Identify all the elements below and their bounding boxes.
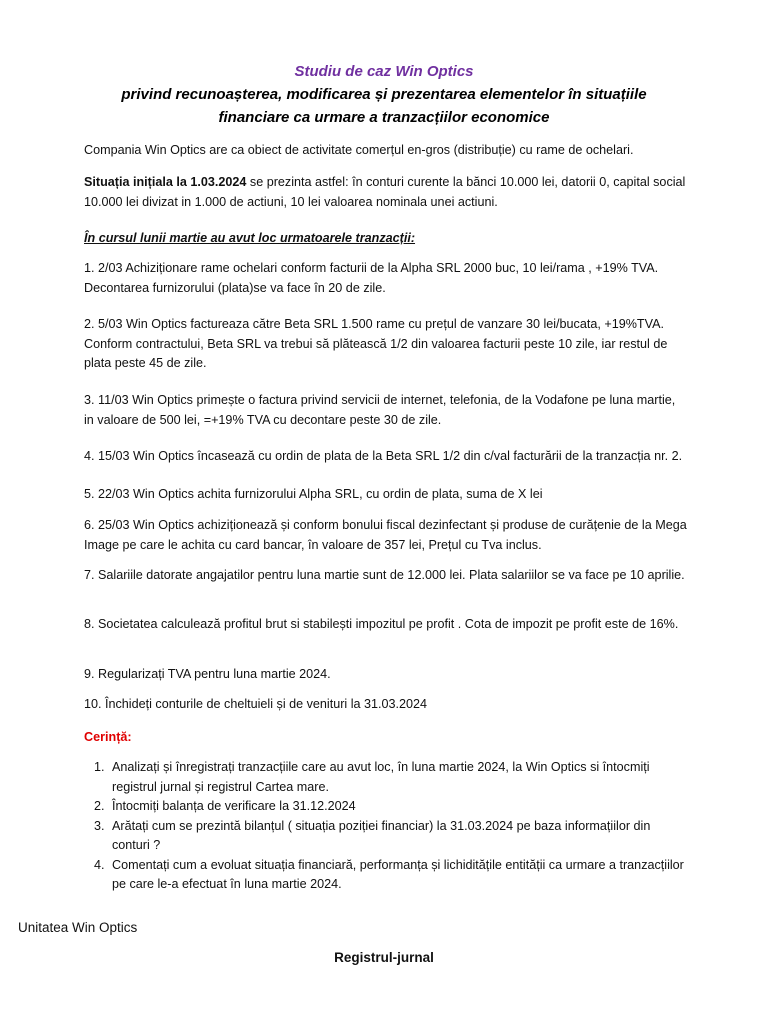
journal-register-heading: Registrul-jurnal: [334, 950, 434, 965]
march-transactions-heading: [84, 229, 688, 249]
requirement-item: 2. Întocmiți balanța de verificare la 31.12.2024: [94, 799, 356, 813]
intro-paragraph: Compania Win Optics are ca obiect de activitate comerțul en-gros (distribuție) cu rame de ochelari.: [84, 143, 634, 157]
requirement-item: 1. Analizați și înregistrați tranzacțiile care au avut loc, în luna martie 2024, la Win Optics si întocmiți registrul jurnal și registrul Cartea mare.: [94, 760, 650, 794]
document-subtitle-line-2: financiare ca urmare a tranzacțiilor economice: [218, 109, 550, 126]
transaction-item: 8. Societatea calculează profitul brut si stabilești impozitul pe profit . Cota de impozit pe profit este de 16%.: [84, 617, 679, 631]
document-subtitle-line-1: privind recunoașterea, modificarea și prezentarea elementelor în situațiile: [121, 86, 647, 103]
transaction-item: 3. 11/03 Win Optics primește o factura privind servicii de internet, telefonia, de la Vodafone pe luna martie, in valoare de 500 lei, =+19% TVA cu decontare peste 30 de zile.: [84, 393, 676, 427]
transaction-item: 4. 15/03 Win Optics încasează cu ordin de plata de la Beta SRL 1/2 din c/val facturării de la tranzacția nr. 2.: [84, 449, 683, 463]
transaction-item: 5. 22/03 Win Optics achita furnizorului Alpha SRL, cu ordin de plata, suma de X lei: [84, 487, 543, 501]
transaction-item: 9. Regularizați TVA pentru luna martie 2024.: [84, 667, 331, 681]
transaction-item: 1. 2/03 Achiziționare rame ochelari conform facturii de la Alpha SRL 2000 buc, 10 lei/rama , +19% TVA. Decontarea furnizorului (plata)se va face în 20 de zile.: [84, 261, 659, 295]
requirements-list: [84, 758, 688, 895]
transaction-item: 10. Închideți conturile de cheltuieli și de venituri la 31.03.2024: [84, 697, 428, 711]
requirement-item: 4. Comentați cum a evoluat situația financiară, performanța și lichiditățile entității ca urmare a tranzacțiilor pe care le-a efectuat în luna martie 2024.: [94, 857, 684, 891]
requirement-item: 3. Arătați cum se prezintă bilanțul ( situația poziției financiar) la 31.03.2024 pe baza informațiilor din conturi ?: [94, 818, 651, 852]
document-title: Studiu de caz Win Optics: [294, 63, 474, 80]
initial-situation-text: se prezinta astfel: în conturi curente la bănci 10.000 lei, datorii 0, capital social 10.000 lei divizat in 1.000 de actiuni, 10 lei valoarea nominala unei actiuni.: [84, 175, 686, 209]
document-title-block: [0, 60, 768, 129]
transaction-item: 2. 5/03 Win Optics factureaza către Beta SRL 1.500 rame cu prețul de vanzare 30 lei/bucata, +19%TVA. Conform contractului, Beta SRL va trebui să plătească 1/2 din valoarea facturii peste 10 zile, iar restul de plata peste 45 de zile.: [84, 317, 668, 370]
initial-situation-paragraph: [84, 173, 688, 212]
requirements-label: Cerință:: [84, 730, 132, 744]
transaction-item: 6. 25/03 Win Optics achiziționează și conform bonului fiscal dezinfectant și produse de curățenie de la Mega Image pe care le achita cu card bancar, în valoare de 357 lei, Prețul cu Tva inclus.: [84, 518, 687, 552]
transaction-item: 7. Salariile datorate angajatilor pentru luna martie sunt de 12.000 lei. Plata salariilor se va face pe 10 aprilie.: [84, 568, 685, 582]
initial-situation-label: Situația inițiala la 1.03.2024: [84, 175, 247, 189]
unit-label: Unitatea Win Optics: [18, 920, 138, 935]
march-heading-text: În cursul lunii martie au avut loc urmatoarele tranzacții:: [84, 231, 416, 245]
